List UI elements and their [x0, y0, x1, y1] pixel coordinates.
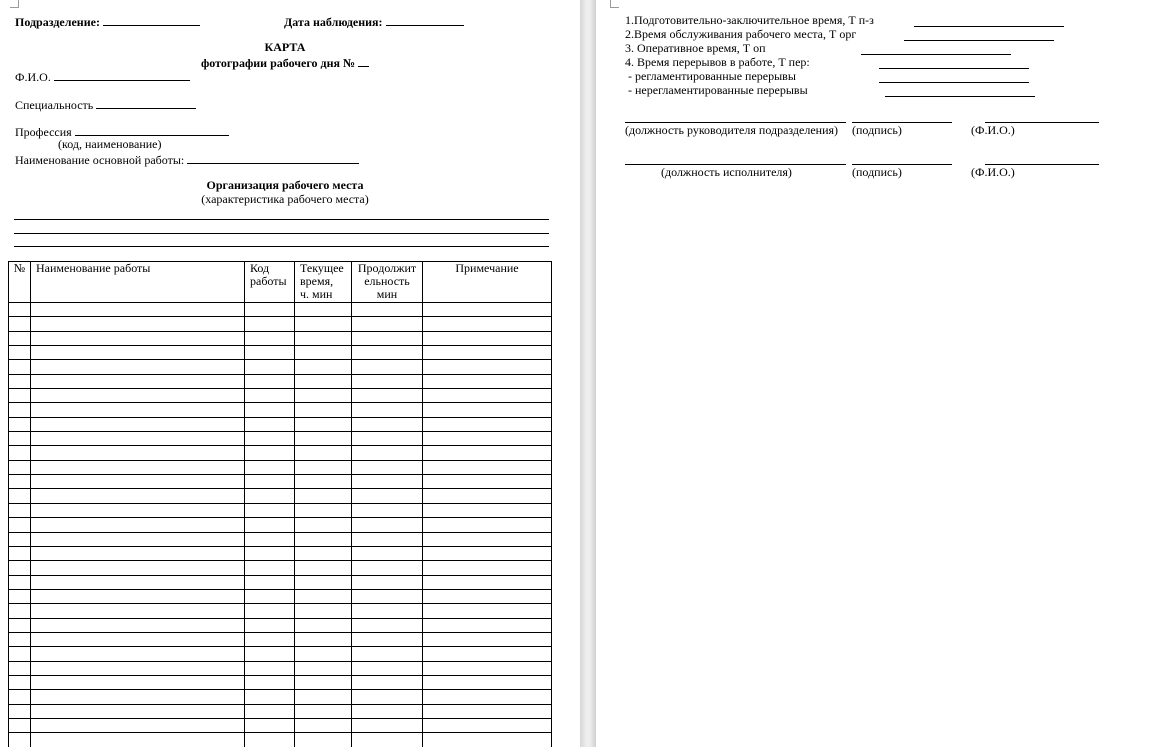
table-cell — [423, 489, 552, 503]
table-cell — [423, 718, 552, 732]
table-cell — [245, 389, 295, 403]
table-cell — [295, 733, 352, 747]
table-cell — [245, 317, 295, 331]
table-cell — [352, 432, 423, 446]
table-cell — [295, 317, 352, 331]
summary-line: 3. Оперативное время, Т оп — [625, 41, 766, 55]
table-cell — [295, 389, 352, 403]
table-cell — [31, 389, 245, 403]
column-header: Текущее время, ч. мин — [295, 262, 352, 303]
table-cell — [352, 561, 423, 575]
table-cell — [31, 575, 245, 589]
table-cell — [9, 532, 31, 546]
main-work-field — [15, 152, 359, 167]
table-cell — [9, 417, 31, 431]
table-row — [9, 589, 552, 603]
table-cell — [31, 561, 245, 575]
head-position-caption: (должность руководителя подразделения) — [625, 123, 839, 137]
table-cell — [31, 432, 245, 446]
table-row — [9, 389, 552, 403]
table-cell — [352, 503, 423, 517]
table-cell — [423, 374, 552, 388]
department-label: Подразделение: — [15, 15, 100, 29]
summary-blank — [879, 68, 1029, 69]
table-cell — [245, 489, 295, 503]
table-body — [9, 303, 552, 747]
table-cell — [31, 475, 245, 489]
table-cell — [245, 417, 295, 431]
table-row — [9, 317, 552, 331]
table-cell — [245, 446, 295, 460]
table-cell — [423, 546, 552, 560]
table-cell — [9, 460, 31, 474]
table-cell — [9, 503, 31, 517]
table-cell — [9, 718, 31, 732]
table-cell — [352, 475, 423, 489]
table-cell — [245, 475, 295, 489]
table-cell — [9, 704, 31, 718]
summary-line: 4. Время перерывов в работе, Т пер: — [625, 55, 810, 69]
table-cell — [31, 503, 245, 517]
table-cell — [245, 360, 295, 374]
table-cell — [295, 532, 352, 546]
table-cell — [9, 575, 31, 589]
table-cell — [9, 733, 31, 747]
table-cell — [245, 575, 295, 589]
table-cell — [352, 518, 423, 532]
table-cell — [295, 618, 352, 632]
table-cell — [295, 432, 352, 446]
table-cell — [423, 331, 552, 345]
table-cell — [9, 475, 31, 489]
table-cell — [295, 690, 352, 704]
card-subtitle-text: фотографии рабочего дня № — [200, 56, 356, 70]
table-cell — [423, 432, 552, 446]
main-work-blank — [187, 152, 359, 164]
table-row — [9, 417, 552, 431]
table-cell — [423, 632, 552, 646]
table-cell — [295, 475, 352, 489]
column-header: Продолжит ельность мин — [352, 262, 423, 303]
table-row — [9, 733, 552, 747]
table-cell — [352, 489, 423, 503]
main-work-label: Наименование основной работы: — [15, 153, 185, 167]
specialty-field — [15, 97, 196, 112]
table-cell — [423, 675, 552, 689]
table-cell — [295, 561, 352, 575]
table-cell — [423, 647, 552, 661]
table-cell — [31, 346, 245, 360]
table-cell — [9, 303, 31, 317]
observation-date-field — [284, 14, 464, 29]
summary-line: - нерегламентированные перерывы — [625, 83, 808, 97]
table-cell — [295, 675, 352, 689]
table-cell — [9, 632, 31, 646]
table-cell — [423, 303, 552, 317]
table-cell — [352, 704, 423, 718]
table-cell — [245, 647, 295, 661]
table-cell — [245, 690, 295, 704]
table-cell — [245, 532, 295, 546]
table-row — [9, 618, 552, 632]
table-row — [9, 690, 552, 704]
table-cell — [423, 604, 552, 618]
table-cell — [9, 317, 31, 331]
table-cell — [245, 303, 295, 317]
table-cell — [9, 346, 31, 360]
table-cell — [9, 690, 31, 704]
summary-blank — [879, 82, 1029, 83]
table-cell — [295, 460, 352, 474]
table-cell — [423, 389, 552, 403]
table-cell — [9, 618, 31, 632]
table-row — [9, 704, 552, 718]
table-cell — [245, 632, 295, 646]
table-cell — [295, 575, 352, 589]
table-cell — [352, 417, 423, 431]
table-row — [9, 532, 552, 546]
table-cell — [245, 331, 295, 345]
table-cell — [423, 518, 552, 532]
table-row — [9, 331, 552, 345]
table-cell — [352, 632, 423, 646]
table-cell — [423, 575, 552, 589]
table-cell — [245, 546, 295, 560]
observation-date-blank — [386, 14, 464, 26]
table-cell — [245, 403, 295, 417]
table-cell — [31, 632, 245, 646]
table-row — [9, 518, 552, 532]
table-cell — [9, 403, 31, 417]
table-cell — [352, 647, 423, 661]
table-cell — [423, 618, 552, 632]
table-cell — [295, 604, 352, 618]
table-row — [9, 546, 552, 560]
workplace-line — [14, 219, 549, 220]
table-cell — [295, 360, 352, 374]
table-row — [9, 503, 552, 517]
observation-date-label: Дата наблюдения: — [284, 15, 383, 29]
column-header: Код работы — [245, 262, 295, 303]
table-cell — [9, 360, 31, 374]
table-cell — [245, 503, 295, 517]
table-cell — [423, 561, 552, 575]
table-cell — [423, 690, 552, 704]
table-cell — [423, 503, 552, 517]
table-cell — [352, 733, 423, 747]
crop-mark — [10, 0, 19, 8]
table-row — [9, 575, 552, 589]
table-cell — [352, 360, 423, 374]
table-cell — [295, 661, 352, 675]
table-cell — [9, 489, 31, 503]
table-cell — [9, 446, 31, 460]
table-cell — [352, 331, 423, 345]
table-cell — [352, 589, 423, 603]
table-row — [9, 475, 552, 489]
table-cell — [352, 690, 423, 704]
table-cell — [31, 675, 245, 689]
card-number-blank — [358, 55, 369, 67]
table-row — [9, 460, 552, 474]
summary-line: 1.Подготовительно-заключительное время, Т п-з — [625, 13, 874, 27]
workplace-subtitle: (характеристика рабочего места) — [201, 192, 369, 206]
performer-name-caption: (Ф.И.О.) — [971, 165, 1015, 179]
table-cell — [245, 374, 295, 388]
table-cell — [245, 432, 295, 446]
card-title: КАРТА — [264, 40, 306, 54]
table-cell — [295, 518, 352, 532]
page-gutter — [580, 0, 596, 747]
table-cell — [9, 589, 31, 603]
table-cell — [423, 589, 552, 603]
table-cell — [31, 604, 245, 618]
specialty-label: Специальность — [15, 98, 94, 112]
workplace-title: Организация рабочего места — [206, 178, 364, 192]
table-cell — [352, 460, 423, 474]
table-cell — [423, 446, 552, 460]
table-cell — [352, 618, 423, 632]
table-cell — [245, 589, 295, 603]
fio-blank — [54, 69, 190, 81]
table-cell — [423, 317, 552, 331]
table-row — [9, 403, 552, 417]
workplace-line — [14, 246, 549, 247]
table-row — [9, 718, 552, 732]
table-cell — [9, 432, 31, 446]
table-cell — [31, 374, 245, 388]
summary-blank — [861, 54, 1011, 55]
table-cell — [245, 718, 295, 732]
head-signature-caption: (подпись) — [852, 123, 902, 137]
profession-blank — [75, 124, 229, 136]
table-cell — [423, 733, 552, 747]
table-cell — [31, 733, 245, 747]
table-cell — [352, 718, 423, 732]
table-cell — [245, 561, 295, 575]
table-cell — [31, 661, 245, 675]
table-cell — [245, 661, 295, 675]
summary-blank — [885, 96, 1035, 97]
table-cell — [9, 546, 31, 560]
table-cell — [31, 403, 245, 417]
table-row — [9, 346, 552, 360]
table-cell — [9, 604, 31, 618]
table-row — [9, 446, 552, 460]
table-cell — [352, 446, 423, 460]
summary-blank — [904, 40, 1054, 41]
table-cell — [295, 489, 352, 503]
table-cell — [31, 690, 245, 704]
table-cell — [352, 661, 423, 675]
table-row — [9, 432, 552, 446]
table-cell — [245, 518, 295, 532]
table-cell — [352, 675, 423, 689]
table-cell — [31, 518, 245, 532]
table-cell — [423, 704, 552, 718]
performer-signature-caption: (подпись) — [852, 165, 902, 179]
table-row — [9, 561, 552, 575]
table-cell — [9, 675, 31, 689]
table-cell — [423, 403, 552, 417]
table-cell — [9, 374, 31, 388]
table-cell — [352, 346, 423, 360]
table-row — [9, 632, 552, 646]
table-cell — [352, 604, 423, 618]
table-cell — [31, 489, 245, 503]
form-page-right — [596, 0, 1151, 747]
table-cell — [295, 503, 352, 517]
summary-blank — [914, 26, 1064, 27]
table-cell — [245, 733, 295, 747]
table-cell — [423, 360, 552, 374]
head-name-caption: (Ф.И.О.) — [971, 123, 1015, 137]
table-cell — [295, 446, 352, 460]
column-header: № — [9, 262, 31, 303]
table-cell — [9, 389, 31, 403]
table-cell — [423, 417, 552, 431]
profession-label: Профессия — [15, 125, 72, 139]
table-cell — [245, 346, 295, 360]
table-cell — [31, 718, 245, 732]
table-cell — [423, 661, 552, 675]
table-cell — [295, 303, 352, 317]
specialty-blank — [96, 97, 196, 109]
table-cell — [295, 718, 352, 732]
table-cell — [31, 546, 245, 560]
profession-hint: (код, наименование) — [58, 137, 162, 151]
table-cell — [295, 403, 352, 417]
table-row — [9, 374, 552, 388]
table-cell — [31, 532, 245, 546]
table-cell — [295, 589, 352, 603]
table-cell — [423, 532, 552, 546]
performer-position-caption: (должность исполнителя) — [661, 165, 792, 179]
crop-mark — [610, 0, 619, 8]
table-cell — [245, 675, 295, 689]
table-cell — [352, 546, 423, 560]
table-row — [9, 604, 552, 618]
table-row — [9, 647, 552, 661]
table-cell — [352, 303, 423, 317]
table-cell — [31, 303, 245, 317]
table-cell — [245, 704, 295, 718]
table-cell — [31, 704, 245, 718]
table-cell — [295, 632, 352, 646]
table-cell — [295, 417, 352, 431]
table-cell — [31, 331, 245, 345]
department-blank — [103, 14, 200, 26]
table-cell — [352, 374, 423, 388]
table-cell — [31, 618, 245, 632]
table-cell — [245, 604, 295, 618]
table-cell — [352, 532, 423, 546]
table-cell — [9, 518, 31, 532]
workplace-line — [14, 233, 549, 234]
table-row — [9, 489, 552, 503]
work-log-table — [8, 261, 552, 747]
table-cell — [423, 346, 552, 360]
table-row — [9, 303, 552, 317]
table-cell — [9, 331, 31, 345]
table-cell — [245, 460, 295, 474]
column-header: Примечание — [423, 262, 552, 303]
table-cell — [31, 417, 245, 431]
table-cell — [352, 403, 423, 417]
table-row — [9, 675, 552, 689]
card-subtitle — [0, 55, 570, 70]
table-cell — [352, 317, 423, 331]
table-cell — [295, 647, 352, 661]
table-cell — [295, 374, 352, 388]
table-cell — [9, 647, 31, 661]
summary-line: - регламентированные перерывы — [625, 69, 796, 83]
table-cell — [352, 389, 423, 403]
fio-field — [15, 69, 190, 84]
table-cell — [9, 661, 31, 675]
table-cell — [31, 647, 245, 661]
table-cell — [31, 460, 245, 474]
table-cell — [31, 317, 245, 331]
table-cell — [295, 331, 352, 345]
table-header-row — [9, 262, 552, 303]
table-cell — [295, 346, 352, 360]
table-row — [9, 661, 552, 675]
department-field — [15, 14, 200, 29]
table-row — [9, 360, 552, 374]
table-cell — [295, 546, 352, 560]
table-cell — [31, 360, 245, 374]
summary-line: 2.Время обслуживания рабочего места, Т орг — [625, 27, 857, 41]
table-cell — [245, 618, 295, 632]
table-cell — [423, 475, 552, 489]
table-cell — [423, 460, 552, 474]
table-cell — [31, 446, 245, 460]
table-cell — [352, 575, 423, 589]
fio-label: Ф.И.О. — [15, 70, 51, 84]
column-header: Наименование работы — [31, 262, 245, 303]
table-cell — [295, 704, 352, 718]
table-cell — [31, 589, 245, 603]
table-cell — [9, 561, 31, 575]
